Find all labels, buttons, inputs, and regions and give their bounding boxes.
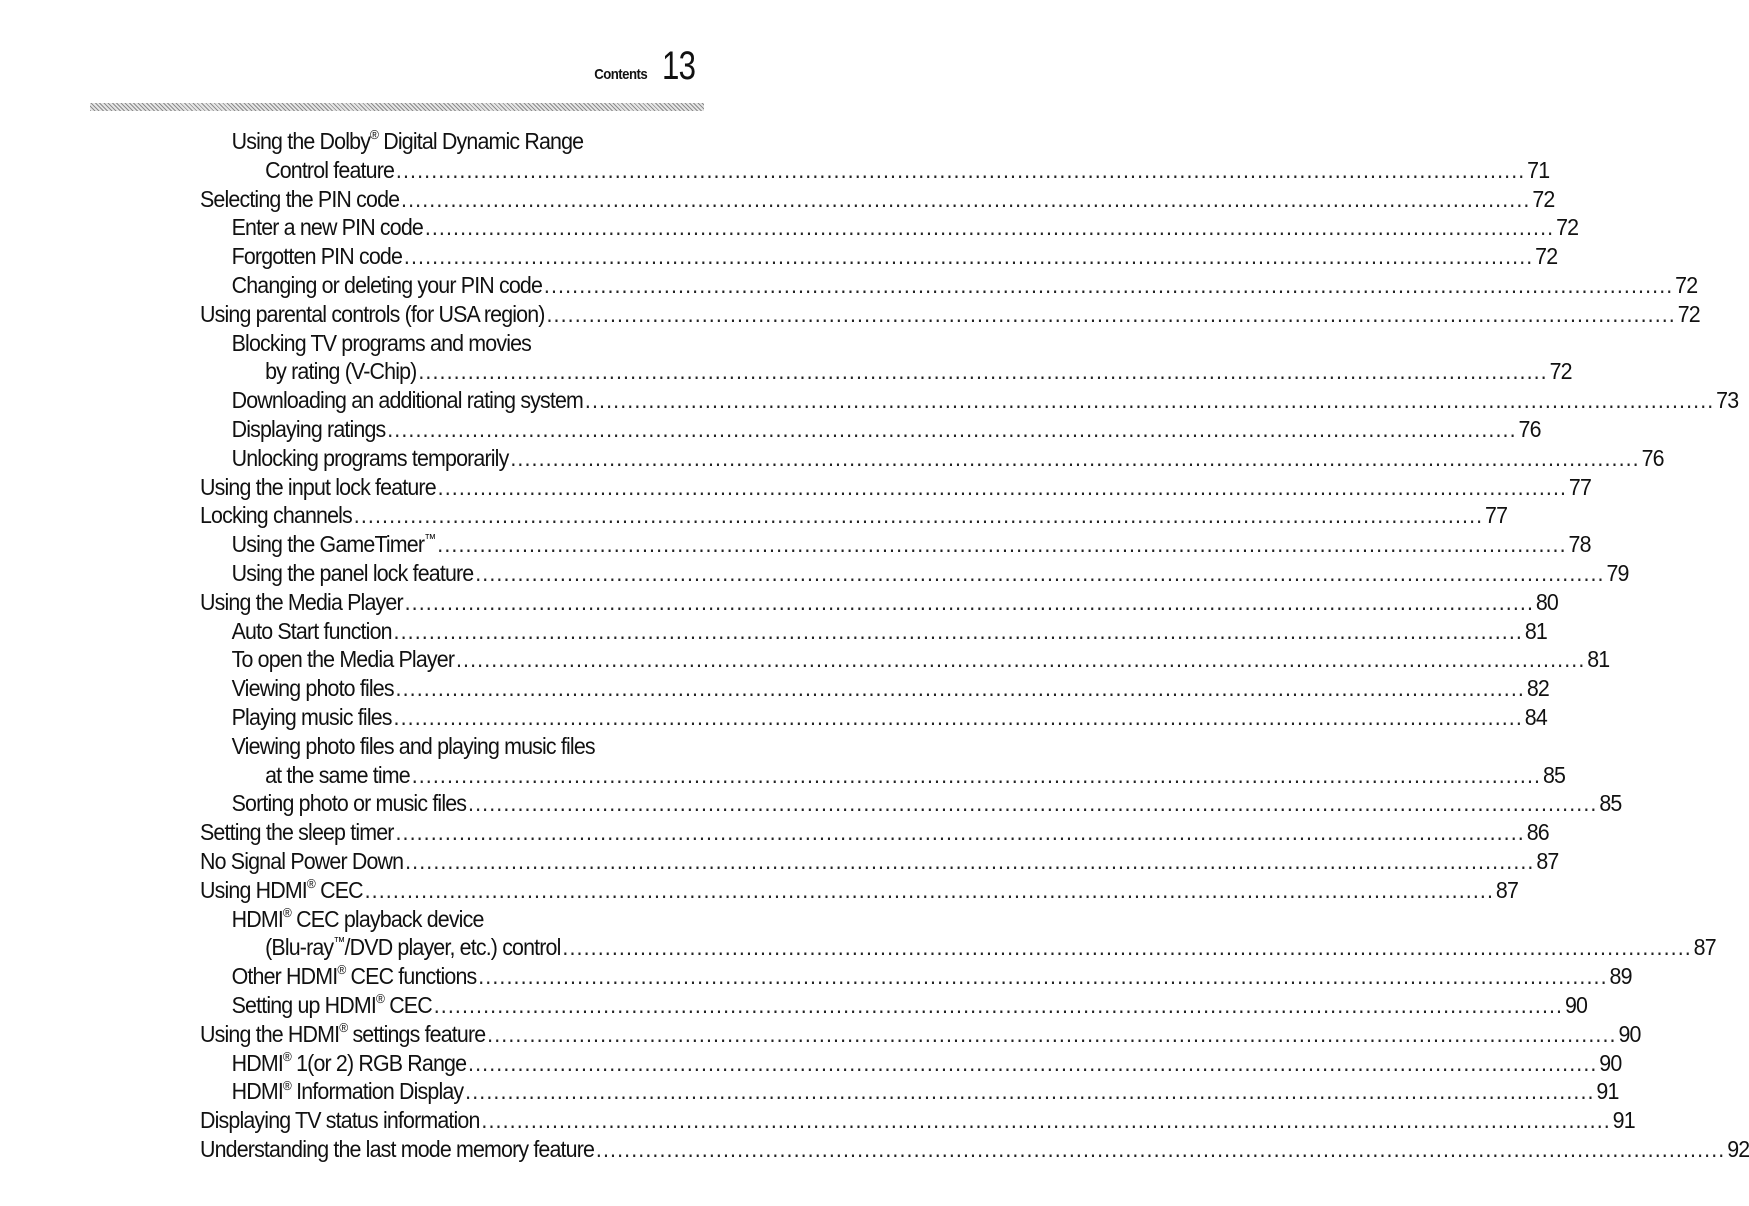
toc-entry[interactable] [200,991,1588,1021]
toc-entry-title: Using parental controls (for USA region) [200,300,545,327]
leader-dots: ................................................................................................................................................................ [595,1135,1726,1162]
toc-entry[interactable] [200,703,1547,733]
toc-entry-page: 82 [1526,675,1549,702]
leader-dots: ................................................................................................................................................................ [437,473,1568,500]
toc-entry-page: 90 [1599,1049,1622,1076]
leader-dots: ................................................................................................................................................................ [584,387,1715,414]
toc-entry[interactable] [200,271,1698,301]
toc-entry-title: Using HDMI® CEC [200,876,363,903]
toc-entry[interactable] [200,876,1519,906]
toc-entry[interactable] [200,819,1549,848]
toc-entry-title: Selecting the PIN code [200,185,400,212]
toc-entry-title: Using the panel lock feature [231,559,474,586]
toc-entry-page: 81 [1524,617,1547,644]
toc-entry[interactable] [200,1077,1619,1107]
leader-dots: ................................................................................................................................................................ [481,1107,1611,1134]
leader-dots: ................................................................................................................................................................ [455,646,1586,673]
toc-entry-page: 72 [1535,243,1558,270]
leader-dots: ................................................................................................................................................................ [387,415,1517,442]
toc-entry[interactable] [200,588,1558,618]
toc-entry-title: Using the Dolby® Digital Dynamic Range [231,127,584,154]
toc-entry[interactable] [200,933,1716,963]
toc-entry-page: 72 [1556,214,1579,241]
toc-entry[interactable] [200,761,1566,791]
toc-entry-page: 79 [1606,559,1629,586]
leader-dots: ................................................................................................................................................................ [487,1020,1617,1047]
toc-entry-page: 76 [1518,415,1541,442]
toc-entry[interactable] [200,1020,1641,1050]
toc-entry-title: Using the Media Player [200,588,403,615]
toc-entry-page: 84 [1524,703,1547,730]
header-rule [90,103,704,111]
toc-entry-page: 90 [1564,991,1588,1018]
leader-dots: ................................................................................................................................................................ [395,675,1525,702]
leader-dots: ................................................................................................................................................................ [468,790,1598,817]
toc-entry-page: 76 [1641,444,1664,471]
toc-entry[interactable] [200,214,1579,243]
leader-dots: ................................................................................................................................................................ [478,963,1608,990]
toc-entry-title: No Signal Power Down [200,847,404,874]
toc-entry-title: HDMI® Information Display [231,1077,464,1105]
toc-entry-title: Forgotten PIN code [231,243,403,270]
toc-entry[interactable] [200,330,730,359]
toc-entry[interactable] [200,906,730,935]
toc-entry-title: Viewing photo files and playing music files [231,732,595,759]
toc-entry[interactable] [200,156,1550,186]
leader-dots: ................................................................................................................................................................ [401,185,1531,212]
toc-entry-page: 72 [1549,358,1572,385]
toc-entry[interactable] [200,1107,1635,1136]
leader-dots: ................................................................................................................................................................ [543,271,1674,298]
toc-entry-title: Other HDMI® CEC functions [231,962,477,990]
toc-entry-title: HDMI® CEC playback device [231,904,484,932]
toc-entry-title: Using the GameTimer™ [231,530,436,558]
toc-entry[interactable] [200,733,730,762]
toc-entry[interactable] [200,473,1592,503]
toc-entry-title: Unlocking programs temporarily [231,444,509,471]
leader-dots: ................................................................................................................................................................ [546,300,1676,327]
leader-dots: ................................................................................................................................................................ [403,243,1534,270]
toc-entry-title: Setting the sleep timer [200,819,394,846]
toc-entry[interactable] [200,185,1555,215]
toc-entry-title: Displaying ratings [231,415,386,442]
toc-entry[interactable] [200,530,1591,560]
leader-dots: ................................................................................................................................................................ [395,819,1525,846]
toc-entry-page: 85 [1542,761,1566,788]
toc-entry-title: Understanding the last mode memory feature [200,1135,595,1162]
leader-dots: ................................................................................................................................................................ [468,1049,1598,1076]
leader-dots: ................................................................................................................................................................ [395,156,1526,183]
toc-entry-title: Locking channels [200,502,352,529]
toc-entry-title: Blocking TV programs and movies [231,329,532,356]
toc-entry[interactable] [200,415,1541,445]
toc-entry-title: Using the HDMI® settings feature [200,1020,486,1047]
toc-entry[interactable] [200,675,1549,704]
toc-entry-title: Auto Start function [231,617,392,644]
table-of-contents [200,127,1749,1165]
toc-entry-title: Displaying TV status information [200,1107,480,1134]
toc-entry-page: 90 [1618,1020,1641,1047]
toc-entry[interactable] [200,559,1629,589]
leader-dots: ................................................................................................................................................................ [475,559,1605,586]
toc-entry-title: Changing or deleting your PIN code [231,271,543,298]
toc-entry-page: 72 [1675,271,1698,298]
toc-entry-page: 89 [1609,963,1632,990]
leader-dots: ................................................................................................................................................................ [353,502,1484,529]
toc-entry[interactable] [200,387,1739,416]
toc-entry-title: Enter a new PIN code [231,214,423,241]
toc-entry-page: 85 [1599,790,1622,817]
section-name: Contents [594,66,648,83]
toc-entry[interactable] [200,502,1508,531]
toc-entry-page: 91 [1612,1107,1635,1134]
toc-entry-page: 77 [1485,502,1508,529]
page-number: 13 [661,44,695,88]
toc-entry-title: Viewing photo files [231,675,394,702]
running-head [587,44,704,89]
toc-entry[interactable] [200,358,1572,387]
toc-entry-page: 73 [1716,387,1739,414]
leader-dots: ................................................................................................................................................................ [404,588,1534,615]
toc-entry[interactable] [200,1048,1622,1079]
toc-entry-page: 72 [1677,300,1700,327]
toc-entry-title: at the same time [265,761,410,788]
toc-entry-page: 78 [1568,531,1591,558]
toc-entry-title: HDMI® 1(or 2) RGB Range [231,1048,467,1076]
toc-entry-title: Sorting photo or music files [231,790,467,817]
leader-dots: ................................................................................................................................................................ [411,761,1542,788]
leader-dots: ................................................................................................................................................................ [393,617,1523,644]
toc-entry[interactable] [200,243,1558,272]
toc-entry-page: 87 [1693,934,1716,961]
toc-entry-title: Using the input lock feature [200,473,436,500]
toc-entry-page: 71 [1527,156,1550,183]
toc-entry[interactable] [200,617,1547,647]
leader-dots: ................................................................................................................................................................ [418,358,1548,385]
toc-entry[interactable] [200,1135,1749,1165]
toc-entry-page: 81 [1587,646,1610,673]
toc-entry-page: 86 [1526,819,1549,846]
toc-entry-page: 92 [1727,1135,1749,1162]
toc-entry-title: (Blu-ray™/DVD player, etc.) control [265,933,561,961]
toc-entry-page: 77 [1568,473,1592,500]
toc-entry-title: Playing music files [231,703,392,730]
toc-entry[interactable] [200,847,1559,877]
leader-dots: ................................................................................................................................................................ [562,934,1692,961]
leader-dots: ................................................................................................................................................................ [424,214,1555,241]
toc-entry-page: 91 [1596,1078,1619,1105]
leader-dots: ................................................................................................................................................................ [433,991,1564,1018]
leader-dots: ................................................................................................................................................................ [393,703,1523,730]
toc-entry[interactable] [200,790,1622,819]
toc-entry-title: Setting up HDMI® CEC [231,991,432,1018]
toc-entry-title: Downloading an additional rating system [231,387,584,414]
leader-dots: ................................................................................................................................................................ [465,1078,1595,1105]
toc-entry[interactable] [200,646,1610,675]
toc-entry-page: 87 [1536,847,1559,874]
leader-dots: ................................................................................................................................................................ [437,531,1567,558]
toc-entry[interactable] [200,128,730,157]
toc-entry-page: 72 [1532,185,1555,212]
toc-entry-title: by rating (V-Chip) [265,358,417,385]
leader-dots: ................................................................................................................................................................ [405,847,1535,874]
toc-entry[interactable] [200,300,1700,330]
toc-entry-title: Control feature [265,156,395,183]
toc-entry[interactable] [200,962,1632,992]
leader-dots: ................................................................................................................................................................ [510,444,1640,471]
toc-entry-page: 80 [1535,588,1558,615]
toc-entry[interactable] [200,444,1664,474]
leader-dots: ................................................................................................................................................................ [364,876,1495,903]
toc-entry-page: 87 [1495,876,1519,903]
toc-entry-title: To open the Media Player [231,646,455,673]
